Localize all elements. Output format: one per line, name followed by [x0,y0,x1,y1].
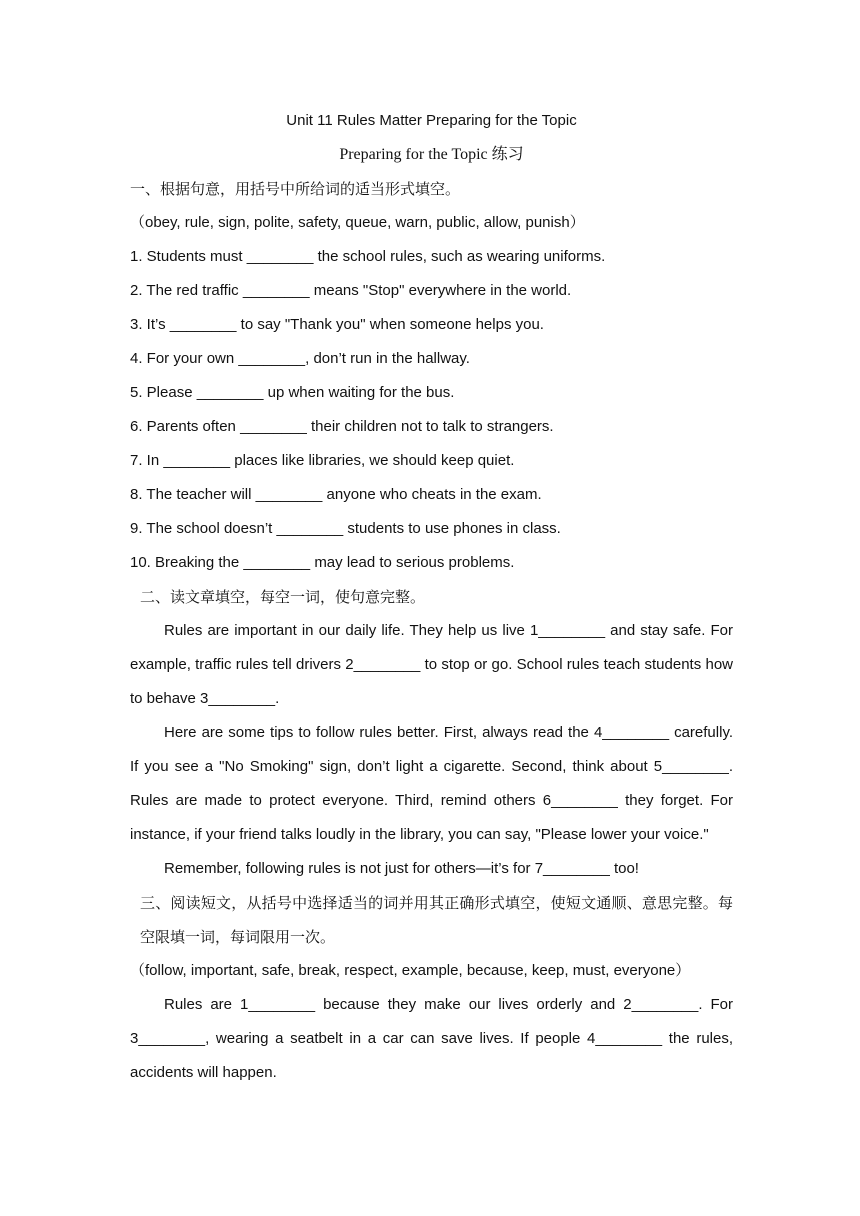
section2-paragraph-2: Here are some tips to follow rules better. First, always read the 4________ carefully. If you see a "No Smoking" sign, don’t light a cigarette. Second, think about 5________. Rules are made to protect everyone. Third, remind others 6________ they forget. For instance, if your friend talks loudly in the library, you can say, "Please lower your voice." [130,724,733,843]
section2-heading: 二、读文章填空，每空一词，使句意完整。 [140,588,426,606]
exercise-item-5: 5. Please ________ up when waiting for the bus. [130,384,455,401]
exercise-item-1: 1. Students must ________ the school rules, such as wearing uniforms. [130,248,606,265]
section1-word-bank: （obey, rule, sign, polite, safety, queue, warn, public, allow, punish） [130,214,585,231]
exercise-item-8: 8. The teacher will ________ anyone who cheats in the exam. [130,486,542,503]
section3-paragraph-1: Rules are 1________ because they make our lives orderly and 2________. For 3________, wearing a seatbelt in a car can save lives. If people 4________ the rules, accidents will happen. [130,996,733,1081]
section2-paragraph-1: Rules are important in our daily life. They help us live 1________ and stay safe. For example, traffic rules tell drivers 2________ to stop or go. School rules teach students how to behave 3________. [130,622,733,707]
exercise-item-6: 6. Parents often ________ their children not to talk to strangers. [130,418,554,435]
document-subtitle: Preparing for the Topic 练习 [339,146,524,163]
document-title: Unit 11 Rules Matter Preparing for the Topic [286,112,577,129]
section2-paragraph-3: Remember, following rules is not just for others—it’s for 7________ too! [164,860,639,877]
exercise-item-2: 2. The red traffic ________ means "Stop" everywhere in the world. [130,282,572,299]
document-page [130,104,733,1090]
section3-heading: 三、阅读短文，从括号中选择适当的词并用其正确形式填空，使短文通顺、意思完整。每空限填一词，每词限用一次。 [140,894,733,946]
section3-word-bank: （follow, important, safe, break, respect, example, because, keep, must, everyone） [130,962,691,979]
section1-heading: 一、根据句意，用括号中所给词的适当形式填空。 [130,180,461,198]
exercise-item-7: 7. In ________ places like libraries, we should keep quiet. [130,452,515,469]
exercise-item-9: 9. The school doesn’t ________ students to use phones in class. [130,520,561,537]
exercise-item-10: 10. Breaking the ________ may lead to serious problems. [130,554,515,571]
exercise-item-4: 4. For your own ________, don’t run in the hallway. [130,350,470,367]
exercise-item-3: 3. It’s ________ to say "Thank you" when someone helps you. [130,316,544,333]
